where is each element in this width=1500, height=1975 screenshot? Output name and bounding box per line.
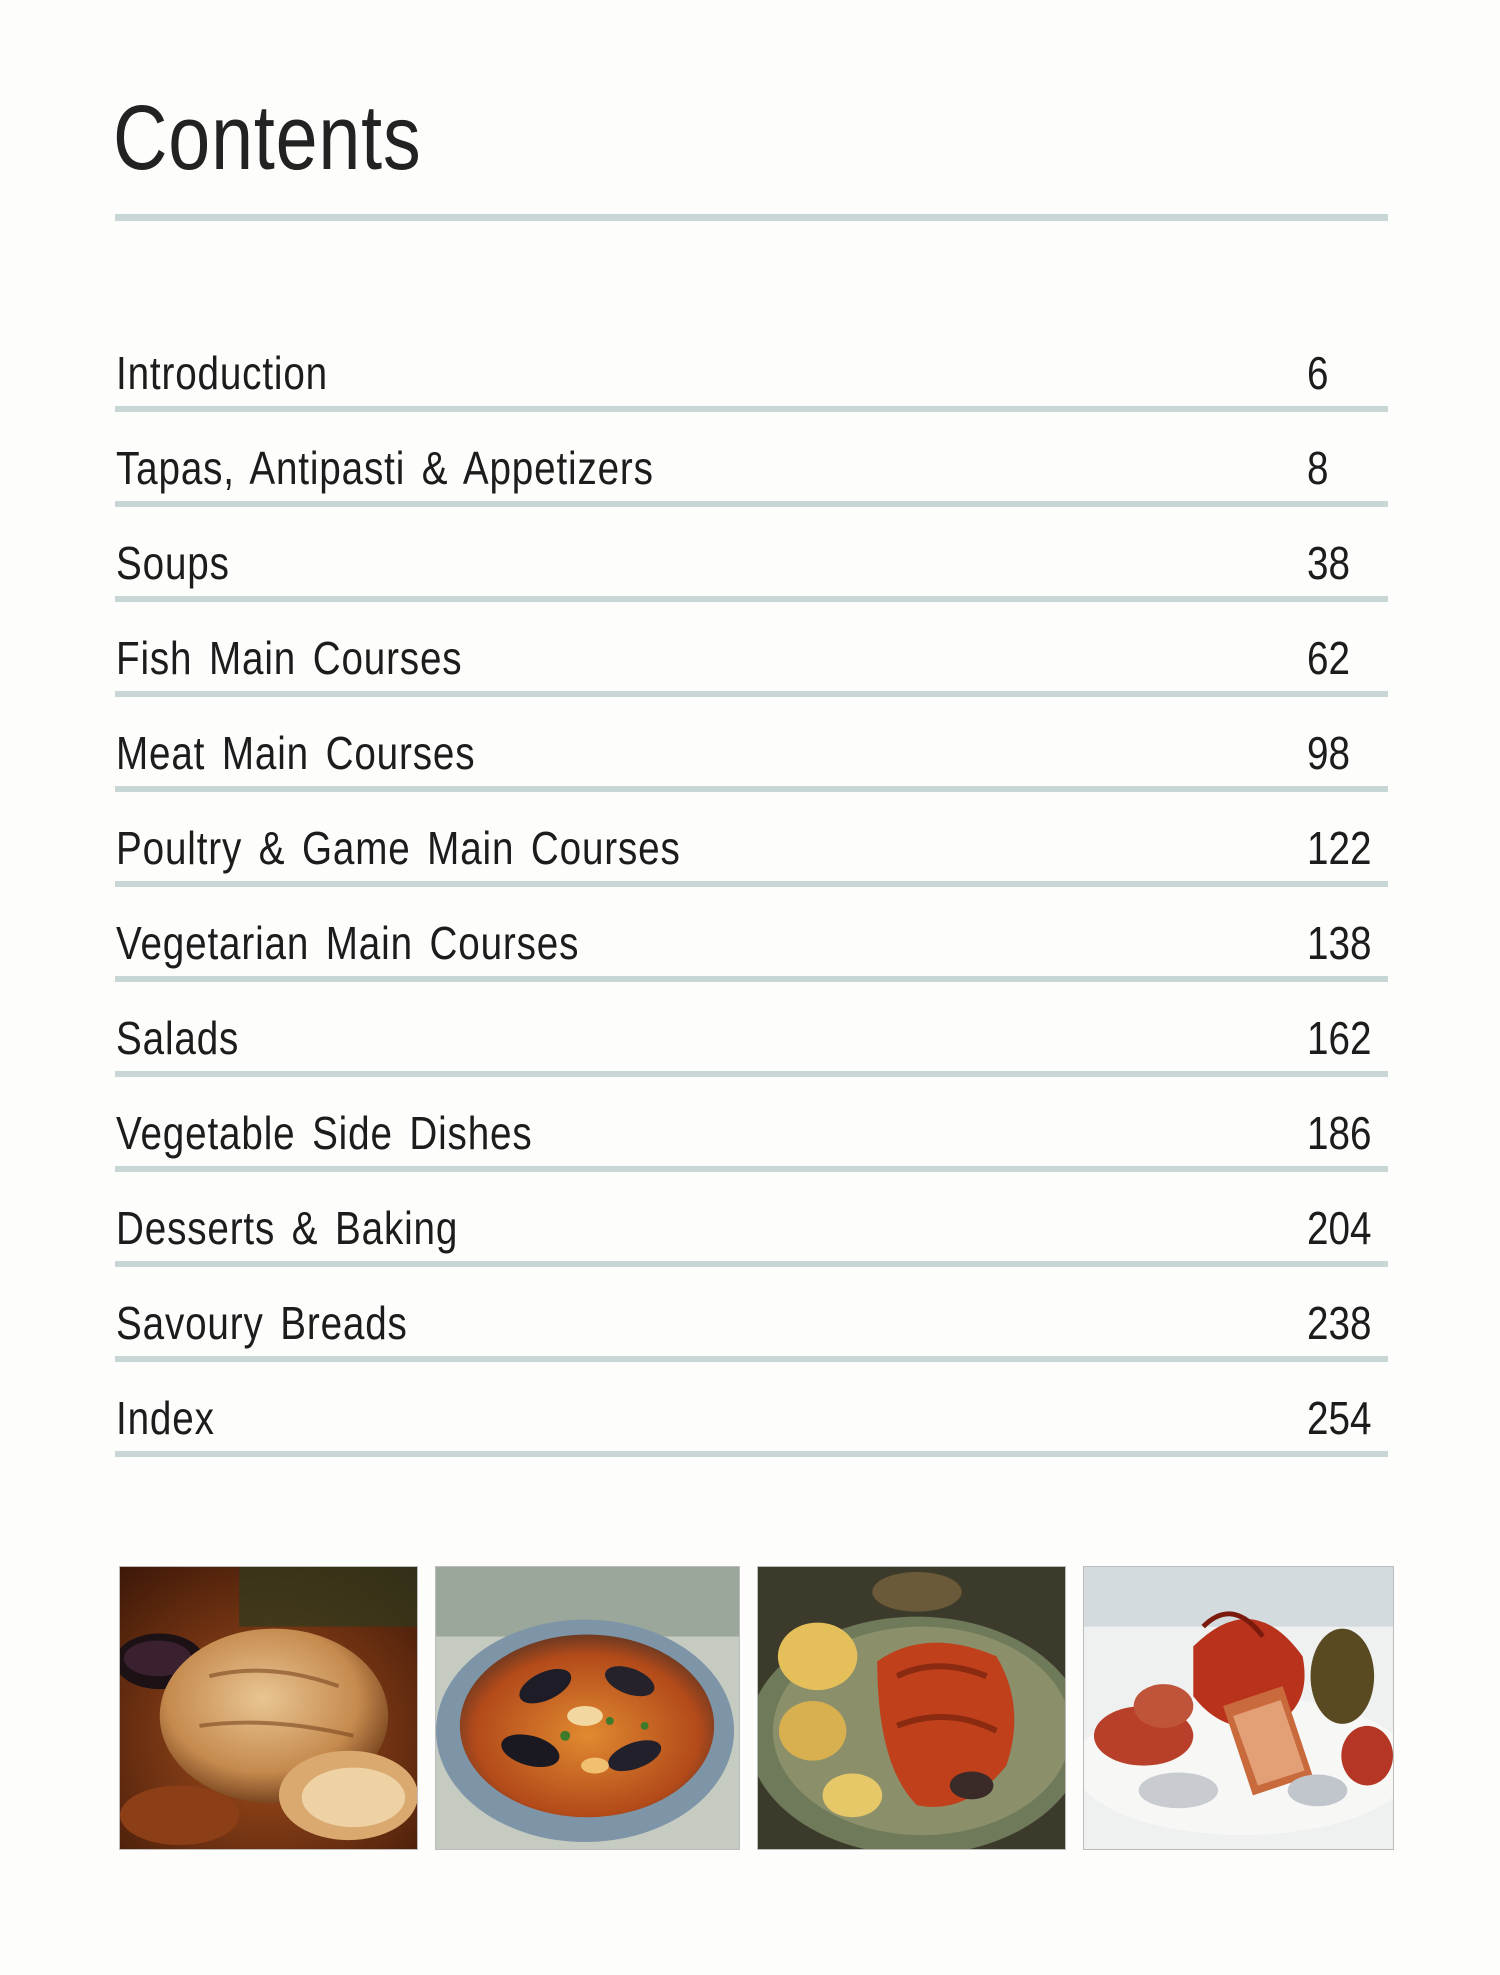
toc-entry-page: 204: [1307, 1202, 1372, 1254]
toc-entry-title: Tapas, Antipasti & Appetizers: [116, 442, 654, 494]
toc-entry-desserts[interactable]: [115, 1183, 1388, 1278]
entry-divider: [115, 691, 1388, 697]
entry-divider: [115, 1261, 1388, 1267]
toc-entry-title: Index: [116, 1392, 215, 1444]
toc-entry-soups[interactable]: [115, 518, 1388, 613]
toc-entry-page: 238: [1307, 1297, 1372, 1349]
fig-and-ham-photo: [1083, 1566, 1394, 1850]
toc-entry-page: 122: [1307, 822, 1372, 874]
entry-divider: [115, 1166, 1388, 1172]
toc-entry-title: Poultry & Game Main Courses: [116, 822, 681, 874]
photo-strip: [119, 1566, 1394, 1850]
toc-entry-page: 254: [1307, 1392, 1372, 1444]
entry-divider: [115, 406, 1388, 412]
mussel-stew-photo: [435, 1566, 740, 1850]
toc-entry-title: Soups: [116, 537, 230, 589]
toc-entry-title: Desserts & Baking: [116, 1202, 459, 1254]
toc-entry-page: 98: [1307, 727, 1350, 779]
toc-entry-page: 6: [1307, 347, 1329, 399]
toc-entry-vegetable-sides[interactable]: [115, 1088, 1388, 1183]
toc-entry-page: 8: [1307, 442, 1329, 494]
toc-entry-tapas[interactable]: [115, 423, 1388, 518]
toc-entry-introduction[interactable]: [115, 328, 1388, 423]
toc-entry-breads[interactable]: [115, 1278, 1388, 1373]
toc-entry-title: Vegetarian Main Courses: [116, 917, 580, 969]
toc-entry-title: Fish Main Courses: [116, 632, 463, 684]
toc-entry-meat[interactable]: [115, 708, 1388, 803]
toc-entry-poultry[interactable]: [115, 803, 1388, 898]
toc-entry-index[interactable]: [115, 1373, 1388, 1468]
toc-entry-salads[interactable]: [115, 993, 1388, 1088]
entry-divider: [115, 1451, 1388, 1457]
toc-entry-page: 138: [1307, 917, 1372, 969]
page-title: Contents: [113, 87, 422, 189]
entry-divider: [115, 1071, 1388, 1077]
roast-meat-photo: [757, 1566, 1066, 1850]
toc-entry-title: Introduction: [116, 347, 329, 399]
entry-divider: [115, 881, 1388, 887]
entry-divider: [115, 501, 1388, 507]
entry-divider: [115, 786, 1388, 792]
table-of-contents: [115, 328, 1388, 1468]
toc-entry-fish[interactable]: [115, 613, 1388, 708]
toc-entry-page: 186: [1307, 1107, 1372, 1159]
toc-entry-title: Vegetable Side Dishes: [116, 1107, 533, 1159]
toc-entry-title: Salads: [116, 1012, 240, 1064]
title-divider: [115, 214, 1388, 221]
toc-entry-vegetarian[interactable]: [115, 898, 1388, 993]
entry-divider: [115, 1356, 1388, 1362]
toc-entry-page: 162: [1307, 1012, 1372, 1064]
bread-loaf-photo: [119, 1566, 418, 1850]
entry-divider: [115, 596, 1388, 602]
toc-entry-page: 62: [1307, 632, 1350, 684]
toc-entry-page: 38: [1307, 537, 1350, 589]
toc-entry-title: Meat Main Courses: [116, 727, 476, 779]
entry-divider: [115, 976, 1388, 982]
toc-entry-title: Savoury Breads: [116, 1297, 408, 1349]
